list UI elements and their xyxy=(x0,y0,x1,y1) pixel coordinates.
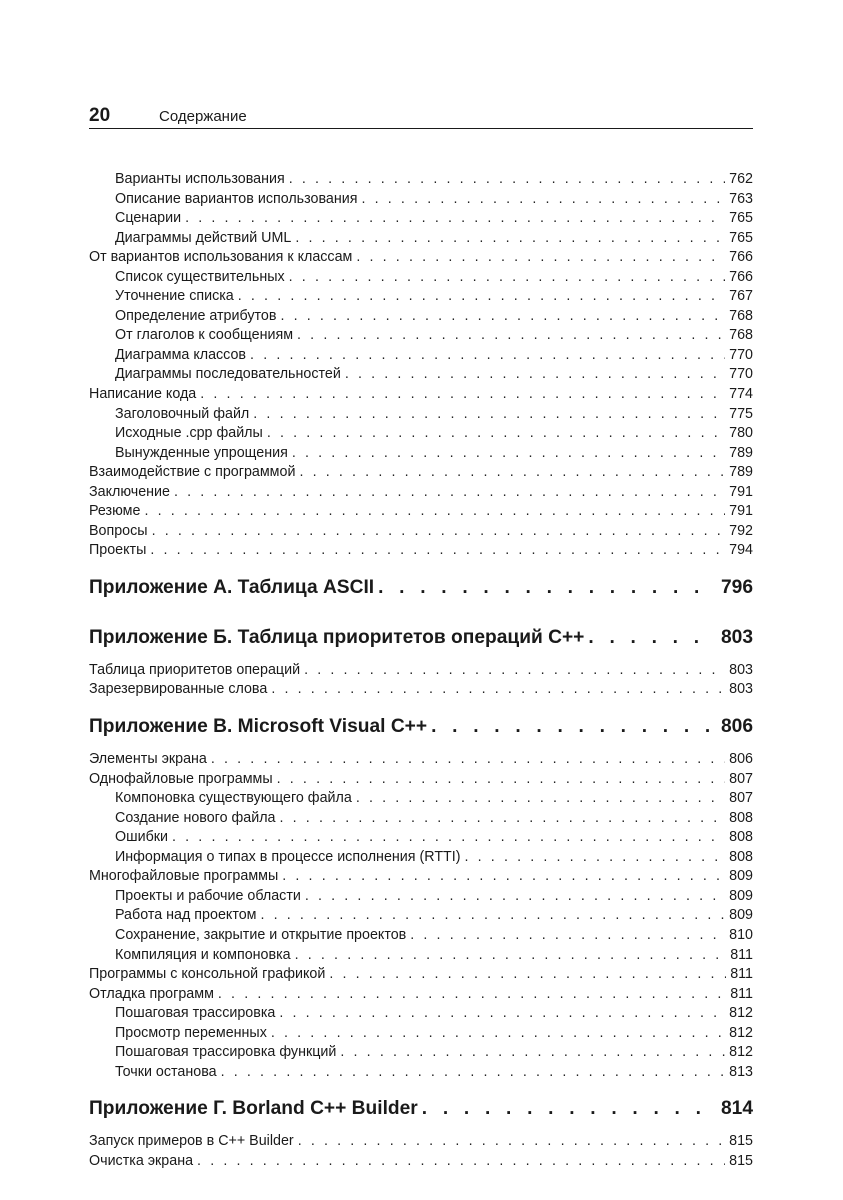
dot-leader xyxy=(304,661,725,681)
dot-leader xyxy=(329,965,726,985)
section-title: Приложение А. Таблица ASCII xyxy=(89,576,375,598)
entry-page-number: 765 xyxy=(729,210,753,227)
dot-leader xyxy=(185,209,725,229)
entry-title: Проекты xyxy=(89,542,147,559)
toc-section-heading[interactable] xyxy=(89,625,753,651)
entry-title: Взаимодействие с программой xyxy=(89,464,296,481)
page-number: 20 xyxy=(89,105,111,126)
entry-title: Проекты и рабочие области xyxy=(115,887,301,904)
section-spacer xyxy=(89,611,753,625)
section-page-number: 806 xyxy=(720,716,753,738)
dot-leader xyxy=(345,365,725,385)
toc-entry[interactable] xyxy=(89,680,753,700)
entry-page-number: 780 xyxy=(729,425,753,442)
entry-title: Описание вариантов использования xyxy=(115,190,358,207)
dot-leader xyxy=(362,190,726,210)
entry-page-number: 808 xyxy=(729,848,753,865)
entry-title: Запуск примеров в C++ Builder xyxy=(89,1133,294,1150)
entry-title: Заключение xyxy=(89,483,170,500)
entry-page-number: 768 xyxy=(729,327,753,344)
entry-page-number: 792 xyxy=(729,522,753,539)
entry-page-number: 812 xyxy=(729,1024,753,1041)
entry-page-number: 815 xyxy=(729,1133,753,1150)
entry-title: Диаграмма классов xyxy=(115,346,247,363)
entry-page-number: 808 xyxy=(729,809,753,826)
toc-subentry[interactable] xyxy=(89,809,753,829)
entry-page-number: 774 xyxy=(729,386,753,403)
toc-entry[interactable] xyxy=(89,1132,753,1152)
toc-entry[interactable] xyxy=(89,522,753,542)
toc-subentry[interactable] xyxy=(89,1063,753,1083)
entry-title: Работа над проектом xyxy=(115,907,257,924)
toc-entry[interactable] xyxy=(89,1152,753,1172)
toc-entry[interactable] xyxy=(89,541,753,561)
dot-leader xyxy=(340,1043,725,1063)
entry-page-number: 768 xyxy=(729,307,753,324)
toc-entry[interactable] xyxy=(89,248,753,268)
toc-subentry[interactable] xyxy=(89,346,753,366)
entry-page-number: 811 xyxy=(730,966,753,983)
entry-title: Элементы экрана xyxy=(89,751,207,768)
entry-title: Компиляция и компоновка xyxy=(115,946,291,963)
section-spacer xyxy=(89,561,753,575)
entry-page-number: 811 xyxy=(730,946,753,963)
toc-subentry[interactable] xyxy=(89,444,753,464)
entry-title: Резюме xyxy=(89,503,141,520)
dot-leader xyxy=(289,170,725,190)
entry-title: Однофайловые программы xyxy=(89,770,273,787)
toc-entry[interactable] xyxy=(89,385,753,405)
entry-page-number: 775 xyxy=(729,405,753,422)
entry-page-number: 770 xyxy=(729,366,753,383)
toc-subentry[interactable] xyxy=(89,287,753,307)
section-page-number: 803 xyxy=(720,626,753,648)
entry-title: Точки останова xyxy=(115,1063,217,1080)
entry-page-number: 770 xyxy=(729,346,753,363)
entry-title: Диаграммы последовательностей xyxy=(115,366,341,383)
section-title: Приложение В. Microsoft Visual C++ xyxy=(89,716,428,738)
running-title: Содержание xyxy=(159,108,247,125)
dot-leader xyxy=(305,887,725,907)
entry-title: Список существительных xyxy=(115,268,285,285)
toc-subentry[interactable] xyxy=(89,190,753,210)
entry-title: Ошибки xyxy=(115,829,169,846)
dot-leader xyxy=(150,541,725,561)
entry-title: От вариантов использования к классам xyxy=(89,249,353,266)
toc-entry[interactable] xyxy=(89,985,753,1005)
entry-page-number: 765 xyxy=(729,229,753,246)
toc-entry[interactable] xyxy=(89,867,753,887)
entry-title: Создание нового файла xyxy=(115,809,276,826)
entry-page-number: 766 xyxy=(729,268,753,285)
entry-page-number: 811 xyxy=(730,985,753,1002)
dot-leader xyxy=(271,680,725,700)
toc-subentry[interactable] xyxy=(89,268,753,288)
toc-subentry[interactable] xyxy=(89,405,753,425)
entry-page-number: 791 xyxy=(729,483,753,500)
entry-page-number: 789 xyxy=(729,464,753,481)
toc-subentry[interactable] xyxy=(89,828,753,848)
entry-title: Написание кода xyxy=(89,386,197,403)
toc-subentry[interactable] xyxy=(89,906,753,926)
entry-title: Вопросы xyxy=(89,522,148,539)
dot-leader xyxy=(280,809,726,829)
entry-page-number: 803 xyxy=(729,681,753,698)
entry-title: Уточнение списка xyxy=(115,288,234,305)
entry-title: Многофайловые программы xyxy=(89,868,279,885)
entry-page-number: 762 xyxy=(729,171,753,187)
entry-title: Сохранение, закрытие и открытие проектов xyxy=(115,926,407,943)
dot-leader xyxy=(200,385,725,405)
toc-subentry[interactable] xyxy=(89,424,753,444)
entry-page-number: 815 xyxy=(729,1152,753,1169)
toc-subentry[interactable] xyxy=(89,307,753,327)
dot-leader xyxy=(282,867,725,887)
dot-leader xyxy=(279,1004,725,1024)
section-spacer xyxy=(89,601,753,611)
entry-title: Диаграммы действий UML xyxy=(115,229,292,246)
toc-subentry[interactable] xyxy=(89,170,753,190)
toc-subentry[interactable] xyxy=(89,1043,753,1063)
dot-leader xyxy=(277,770,726,790)
section-page-number: 814 xyxy=(720,1098,753,1120)
section-spacer xyxy=(89,1082,753,1096)
dot-leader xyxy=(144,502,725,522)
section-title: Приложение Г. Borland C++ Builder xyxy=(89,1098,418,1120)
entry-page-number: 813 xyxy=(729,1063,753,1080)
entry-title: Заголовочный файл xyxy=(115,405,250,422)
dot-leader xyxy=(174,483,725,503)
dot-leader xyxy=(289,268,725,288)
entry-page-number: 791 xyxy=(729,503,753,520)
section-spacer xyxy=(89,740,753,750)
dot-leader xyxy=(271,1024,725,1044)
entry-title: Очистка экрана xyxy=(89,1152,194,1169)
dot-leader xyxy=(356,789,725,809)
dot-leader xyxy=(218,985,726,1005)
dot-leader xyxy=(152,522,726,542)
dot-leader xyxy=(422,1096,715,1122)
dot-leader xyxy=(253,405,725,425)
toc-subentry[interactable] xyxy=(89,887,753,907)
dot-leader xyxy=(378,575,715,601)
toc-entry[interactable] xyxy=(89,463,753,483)
entry-title: Программы с консольной графикой xyxy=(89,966,326,983)
entry-title: Просмотр переменных xyxy=(115,1024,267,1041)
entry-page-number: 808 xyxy=(729,829,753,846)
entry-page-number: 812 xyxy=(729,1005,753,1022)
section-page-number: 796 xyxy=(720,576,753,598)
dot-leader xyxy=(298,1132,725,1152)
toc-subentry[interactable] xyxy=(89,229,753,249)
toc-subentry[interactable] xyxy=(89,209,753,229)
entry-page-number: 803 xyxy=(729,661,753,678)
entry-page-number: 812 xyxy=(729,1044,753,1061)
entry-page-number: 810 xyxy=(729,926,753,943)
entry-title: Вынужденные упрощения xyxy=(115,444,288,461)
toc-subentry[interactable] xyxy=(89,1004,753,1024)
dot-leader xyxy=(238,287,725,307)
section-spacer xyxy=(89,1122,753,1132)
entry-title: Отладка программ xyxy=(89,985,214,1002)
entry-title: Информация о типах в процессе исполнения (RTTI) xyxy=(115,848,461,865)
entry-title: Сценарии xyxy=(115,210,182,227)
entry-title: Пошаговая трассировка функций xyxy=(115,1044,337,1061)
entry-title: Пошаговая трассировка xyxy=(115,1005,276,1022)
entry-page-number: 807 xyxy=(729,770,753,787)
toc-entry[interactable] xyxy=(89,483,753,503)
dot-leader xyxy=(197,1152,725,1172)
dot-leader xyxy=(431,714,715,740)
entry-title: От глаголов к сообщениям xyxy=(115,327,294,344)
toc-subentry[interactable] xyxy=(89,789,753,809)
toc-entry[interactable] xyxy=(89,502,753,522)
dot-leader xyxy=(295,946,727,966)
toc-entry[interactable] xyxy=(89,965,753,985)
dot-leader xyxy=(465,848,726,868)
dot-leader xyxy=(211,750,725,770)
dot-leader xyxy=(299,463,725,483)
toc-entry[interactable] xyxy=(89,750,753,770)
dot-leader xyxy=(588,625,715,651)
toc-section-heading[interactable] xyxy=(89,1096,753,1122)
entry-page-number: 807 xyxy=(729,790,753,807)
toc-subentry[interactable] xyxy=(89,926,753,946)
section-spacer xyxy=(89,651,753,661)
dot-leader xyxy=(250,346,725,366)
dot-leader xyxy=(410,926,725,946)
entry-title: Варианты использования xyxy=(115,171,285,187)
page-header xyxy=(89,104,753,129)
toc-subentry[interactable] xyxy=(89,1024,753,1044)
dot-leader xyxy=(295,229,725,249)
entry-page-number: 789 xyxy=(729,444,753,461)
entry-page-number: 809 xyxy=(729,868,753,885)
entry-page-number: 767 xyxy=(729,288,753,305)
entry-title: Зарезервированные слова xyxy=(89,681,268,698)
entry-page-number: 809 xyxy=(729,907,753,924)
toc-section-heading[interactable] xyxy=(89,714,753,740)
table-of-contents xyxy=(89,170,753,1171)
dot-leader xyxy=(280,307,725,327)
dot-leader xyxy=(292,444,725,464)
entry-title: Определение атрибутов xyxy=(115,307,277,324)
toc-subentry[interactable] xyxy=(89,848,753,868)
dot-leader xyxy=(267,424,725,444)
toc-entry[interactable] xyxy=(89,770,753,790)
entry-title: Исходные .cpp файлы xyxy=(115,425,263,442)
toc-subentry[interactable] xyxy=(89,326,753,346)
dot-leader xyxy=(221,1063,726,1083)
entry-page-number: 763 xyxy=(729,190,753,207)
dot-leader xyxy=(297,326,725,346)
entry-page-number: 806 xyxy=(729,751,753,768)
entry-page-number: 809 xyxy=(729,887,753,904)
section-title: Приложение Б. Таблица приоритетов операций С++ xyxy=(89,626,585,648)
toc-entry[interactable] xyxy=(89,661,753,681)
toc-section-heading[interactable] xyxy=(89,575,753,601)
toc-subentry[interactable] xyxy=(89,946,753,966)
section-spacer xyxy=(89,700,753,714)
entry-title: Компоновка существующего файла xyxy=(115,790,352,807)
entry-page-number: 766 xyxy=(729,249,753,266)
dot-leader xyxy=(172,828,725,848)
toc-subentry[interactable] xyxy=(89,365,753,385)
entry-title: Таблица приоритетов операций xyxy=(89,661,301,678)
dot-leader xyxy=(356,248,725,268)
dot-leader xyxy=(261,906,726,926)
entry-page-number: 794 xyxy=(729,542,753,559)
